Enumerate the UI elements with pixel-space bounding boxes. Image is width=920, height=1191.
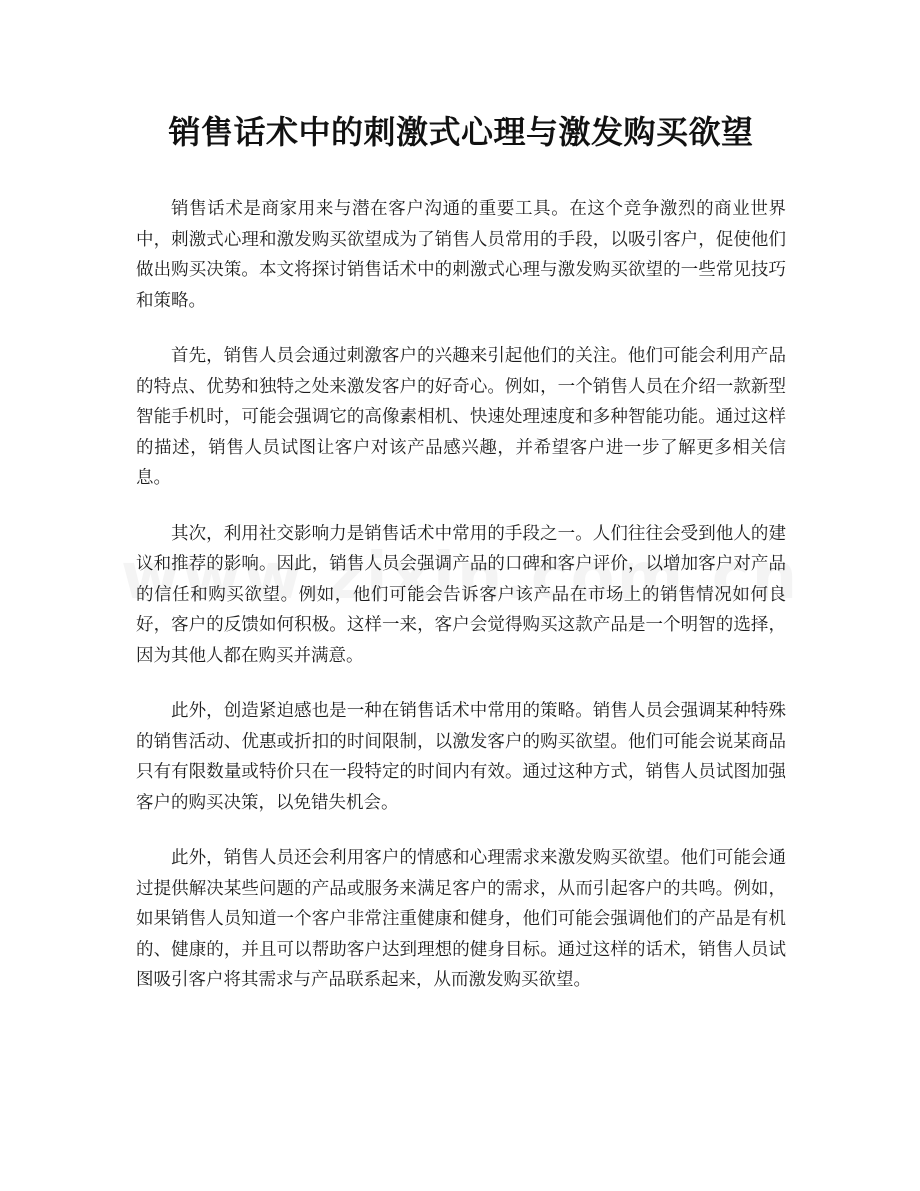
document-title: 销售话术中的刺激式心理与激发购买欲望 (168, 113, 754, 151)
paragraph-urgency: 此外，创造紧迫感也是一种在销售话术中常用的策略。销售人员会强调某种特殊的销售活动、优惠或折扣的时间限制，以激发客户的购买欲望。他们可能会说某商品只有有限数量或特价只在一段特定的时间内有效。通过这种方式，销售人员试图加强客户的购买决策，以免错失机会。 (136, 701, 786, 813)
paragraph-interest: 首先，销售人员会通过刺激客户的兴趣来引起他们的关注。他们可能会利用产品的特点、优势和独特之处来激发客户的好奇心。例如，一个销售人员在介绍一款新型智能手机时，可能会强调它的高像素相机、快速处理速度和多种智能功能。通过这样的描述，销售人员试图让客户对该产品感兴趣，并希望客户进一步了解更多相关信息。 (136, 346, 786, 488)
paragraph-emotional-needs: 此外，销售人员还会利用客户的情感和心理需求来激发购买欲望。他们可能会通过提供解决某些问题的产品或服务来满足客户的需求，从而引起客户的共鸣。例如，如果销售人员知道一个客户非常注重健康和健身，他们可能会强调他们的产品是有机的、健康的，并且可以帮助客户达到理想的健身目标。通过这样的话术，销售人员试图吸引客户将其需求与产品联系起来，从而激发购买欲望。 (136, 848, 786, 990)
paragraph-intro: 销售话术是商家用来与潜在客户沟通的重要工具。在这个竞争激烈的商业世界中，刺激式心理和激发购买欲望成为了销售人员常用的手段，以吸引客户，促使他们做出购买决策。本文将探讨销售话术中的刺激式心理与激发购买欲望的一些常见技巧和策略。 (136, 199, 786, 311)
paragraph-social-influence: 其次，利用社交影响力是销售话术中常用的手段之一。人们往往会受到他人的建议和推荐的影响。因此，销售人员会强调产品的口碑和客户评价，以增加客户对产品的信任和购买欲望。例如，他们可能会告诉客户该产品在市场上的销售情况如何良好，客户的反馈如何积极。这样一来，客户会觉得购买这款产品是一个明智的选择，因为其他人都在购买并满意。 (136, 523, 786, 666)
document-body (136, 194, 786, 996)
